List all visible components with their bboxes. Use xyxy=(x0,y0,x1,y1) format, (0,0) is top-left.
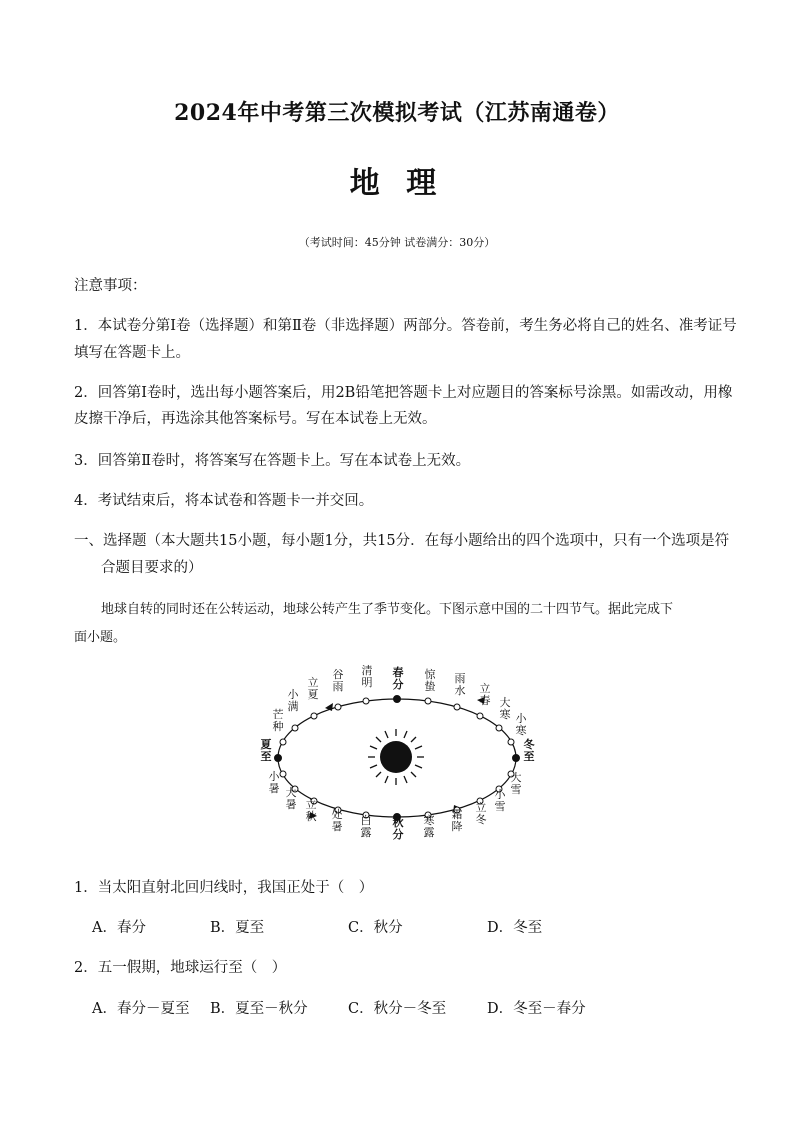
term-marker-xiaohan xyxy=(508,739,514,745)
section-heading-line-1: 一、选择题（本大题共15小题，每小题1分，共15分．在每小题给出的四个选项中，只有一个选项是符 xyxy=(74,533,730,549)
term-marker-lixia xyxy=(311,713,317,719)
note-1-line-1: 1．本试卷分第Ⅰ卷（选择题）和第Ⅱ卷（非选择题）两部分。答卷前，考生务必将自己的姓名、准考证号 xyxy=(74,318,737,334)
intro-line-1: 地球自转的同时还在公转运动，地球公转产生了季节变化。下图示意中国的二十四节气。据此完成下 xyxy=(101,602,674,617)
question-2-option-d: D．冬至－春分 xyxy=(487,1001,586,1017)
intro-line-2: 面小题。 xyxy=(74,630,127,645)
label-xiaoxue: 小雪 xyxy=(494,788,506,813)
term-marker-yushui xyxy=(454,704,460,710)
question-2-option-b: B．夏至－秋分 xyxy=(210,1001,308,1017)
term-marker-dongzhi xyxy=(513,755,520,762)
note-1-line-2: 填写在答题卡上。 xyxy=(74,345,190,361)
label-lidong: 立冬 xyxy=(475,801,487,826)
question-1-option-d: D．冬至 xyxy=(487,920,543,936)
notes-heading: 注意事项： xyxy=(74,278,147,294)
label-guyu: 谷雨 xyxy=(332,668,344,693)
question-2-stem: 2．五一假期，地球运行至（ ） xyxy=(74,960,287,976)
note-2-line-2: 皮擦干净后，再选涂其他答案标号。写在本试卷上无效。 xyxy=(74,411,437,427)
question-1-option-c: C．秋分 xyxy=(348,920,403,936)
term-marker-qingming xyxy=(363,698,369,704)
label-bailu: 白露 xyxy=(360,814,372,839)
label-daxue: 大雪 xyxy=(510,771,522,796)
question-1-option-b: B．夏至 xyxy=(210,920,265,936)
label-qiufen: 秋分 xyxy=(392,816,404,841)
label-lixia: 立夏 xyxy=(307,676,319,701)
label-chushu: 处暑 xyxy=(331,808,343,833)
term-marker-xiaoman xyxy=(292,725,298,731)
note-2-line-1: 2．回答第Ⅰ卷时，选出每小题答案后，用2B铅笔把答题卡上对应题目的答案标号涂黑。如需改动，用橡 xyxy=(74,385,733,401)
subject-title: 地 理 xyxy=(349,166,445,201)
label-xiazhi: 夏至 xyxy=(260,738,272,763)
term-marker-lichun xyxy=(477,713,483,719)
label-xiaoshu: 小暑 xyxy=(268,770,280,795)
section-heading-line-2: 合题目要求的） xyxy=(101,560,203,576)
label-shuangjiang: 霜降 xyxy=(451,808,463,833)
term-marker-guyu xyxy=(335,704,341,710)
term-marker-xiaoshu xyxy=(280,771,286,777)
term-marker-chunfen xyxy=(394,696,401,703)
term-marker-jingzhe xyxy=(425,698,431,704)
question-2-option-c: C．秋分－冬至 xyxy=(348,1001,447,1017)
label-hanlu: 寒露 xyxy=(423,814,435,839)
label-lichun: 立春 xyxy=(479,682,491,707)
term-marker-xiazhi xyxy=(275,755,282,762)
label-dongzhi: 冬至 xyxy=(523,738,535,763)
exam-info: （考试时间：45分钟 试卷满分：30分） xyxy=(298,236,496,249)
label-liqiu: 立秋 xyxy=(305,798,317,823)
term-marker-dahan xyxy=(496,725,502,731)
term-marker-mangzhong xyxy=(280,739,286,745)
label-chunfen: 春分 xyxy=(392,666,404,691)
label-jingzhe: 惊蛰 xyxy=(424,668,436,693)
label-qingming: 清明 xyxy=(361,664,373,689)
question-1-stem: 1．当太阳直射北回归线时，我国正处于（ ） xyxy=(74,880,374,896)
label-dahan: 大寒 xyxy=(499,696,511,721)
note-4: 4．考试结束后，将本试卷和答题卡一并交回。 xyxy=(74,493,374,509)
label-mangzhong: 芒种 xyxy=(272,708,284,733)
exam-title: 2024年中考第三次模拟考试（江苏南通卷） xyxy=(174,100,620,126)
question-2-option-a: A．春分－夏至 xyxy=(92,1001,190,1017)
note-3: 3．回答第Ⅱ卷时，将答案写在答题卡上。写在本试卷上无效。 xyxy=(74,453,471,469)
label-xiaoman: 小满 xyxy=(287,688,299,713)
label-xiaohan: 小寒 xyxy=(515,712,527,737)
question-1-option-a: A．春分 xyxy=(92,920,146,936)
label-yushui: 雨水 xyxy=(454,672,466,697)
sun-icon xyxy=(368,729,424,785)
label-dashu: 大暑 xyxy=(285,786,297,811)
